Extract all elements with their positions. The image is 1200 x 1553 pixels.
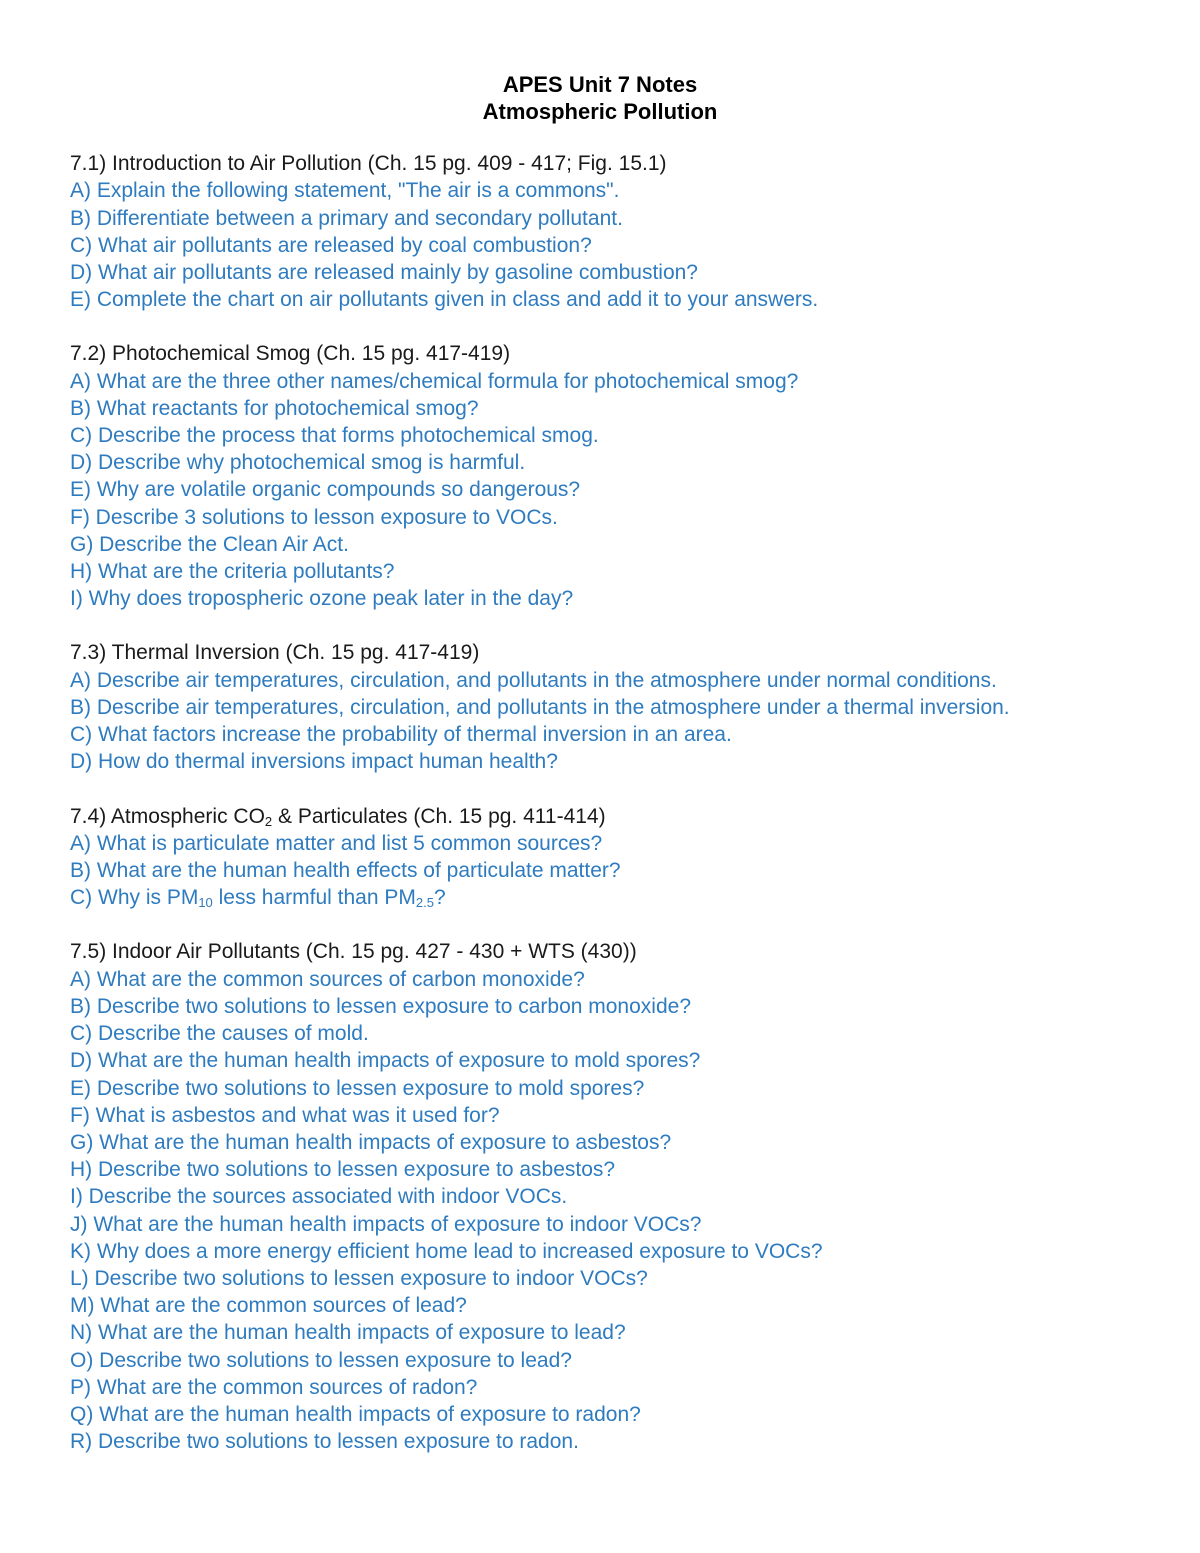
question-item: C) What air pollutants are released by coal combustion? <box>70 233 592 257</box>
question-item: Q) What are the human health impacts of exposure to radon? <box>70 1403 641 1426</box>
section-heading: 7.1) Introduction to Air Pollution (Ch. 15 pg. 409 - 417; Fig. 15.1) <box>70 152 667 175</box>
question-text: ? <box>433 886 446 910</box>
subscript: 10 <box>198 895 213 911</box>
question-item: C) Describe the causes of mold. <box>70 1022 369 1046</box>
section-7-3 <box>70 639 1170 775</box>
question-item: B) Describe two solutions to lessen exposure to carbon monoxide? <box>70 994 691 1018</box>
section-heading: 7.2) Photochemical Smog (Ch. 15 pg. 417-419) <box>70 342 511 366</box>
question-item: P) What are the common sources of radon? <box>70 1375 478 1399</box>
question-item: D) What are the human health impacts of exposure to mold spores? <box>70 1049 701 1073</box>
question-item: D) How do thermal inversions impact human health? <box>70 750 558 774</box>
question-item: A) What is particulate matter and list 5 common sources? <box>70 831 603 855</box>
question-item: O) Describe two solutions to lessen exposure to lead? <box>70 1348 572 1372</box>
question-item <box>70 884 1170 911</box>
subscript: 2 <box>264 813 273 829</box>
question-item: I) Why does tropospheric ozone peak later in the day? <box>70 587 574 611</box>
section-heading: 7.5) Indoor Air Pollutants (Ch. 15 pg. 427 - 430 + WTS (430)) <box>70 940 637 964</box>
question-item: A) Explain the following statement, "The air is a commons". <box>70 179 620 203</box>
question-item: F) Describe 3 solutions to lesson exposure to VOCs. <box>70 505 558 529</box>
question-item: B) Describe air temperatures, circulation, and pollutants in the atmosphere under a thermal inversion. <box>70 695 1010 719</box>
question-text: C) Why is PM <box>70 886 199 910</box>
question-item: E) Describe two solutions to lessen exposure to mold spores? <box>70 1076 645 1100</box>
question-item: G) What are the human health impacts of exposure to asbestos? <box>70 1130 672 1154</box>
question-item: B) Differentiate between a primary and secondary pollutant. <box>70 206 623 230</box>
question-item: D) What air pollutants are released mainly by gasoline combustion? <box>70 260 698 284</box>
question-item: N) What are the human health impacts of exposure to lead? <box>70 1321 626 1345</box>
question-item: E) Complete the chart on air pollutants given in class and add it to your answers. <box>70 288 819 312</box>
question-item: A) What are the common sources of carbon monoxide? <box>70 967 585 991</box>
question-item: A) Describe air temperatures, circulation, and pollutants in the atmosphere under normal conditions. <box>70 668 997 692</box>
section-7-2 <box>70 340 1170 612</box>
subscript: 2.5 <box>415 895 434 911</box>
section-heading: 7.3) Thermal Inversion (Ch. 15 pg. 417-419) <box>70 641 480 665</box>
question-item: R) Describe two solutions to lessen exposure to radon. <box>70 1430 579 1454</box>
section-7-4 <box>70 803 1170 912</box>
section-7-5 <box>70 938 1170 1455</box>
document-subtitle: Atmospheric Pollution <box>482 99 718 124</box>
question-item: B) What reactants for photochemical smog? <box>70 396 479 420</box>
question-item: C) Describe the process that forms photochemical smog. <box>70 424 599 448</box>
question-text: less harmful than PM <box>212 886 416 910</box>
title-block <box>0 71 1200 125</box>
question-item: L) Describe two solutions to lessen exposure to indoor VOCs? <box>70 1266 648 1290</box>
section-7-1 <box>70 150 1170 313</box>
question-item: J) What are the human health impacts of exposure to indoor VOCs? <box>70 1212 702 1236</box>
heading-text: 7.4) Atmospheric CO <box>70 804 265 828</box>
question-item: M) What are the common sources of lead? <box>70 1294 467 1318</box>
question-item: K) Why does a more energy efficient home lead to increased exposure to VOCs? <box>70 1239 823 1263</box>
question-item: H) What are the criteria pollutants? <box>70 560 395 584</box>
question-item: C) What factors increase the probability of thermal inversion in an area. <box>70 723 732 747</box>
section-heading <box>70 803 1170 830</box>
question-item: A) What are the three other names/chemical formula for photochemical smog? <box>70 369 799 393</box>
notes-content <box>70 150 1170 1482</box>
question-item: E) Why are volatile organic compounds so dangerous? <box>70 478 581 502</box>
question-item: D) Describe why photochemical smog is harmful. <box>70 451 526 475</box>
heading-text: & Particulates (Ch. 15 pg. 411-414) <box>272 804 606 828</box>
question-item: I) Describe the sources associated with indoor VOCs. <box>70 1185 568 1209</box>
question-item: H) Describe two solutions to lessen exposure to asbestos? <box>70 1158 616 1182</box>
question-item: G) Describe the Clean Air Act. <box>70 532 349 556</box>
document-title: APES Unit 7 Notes <box>502 72 698 97</box>
question-item: F) What is asbestos and what was it used for? <box>70 1103 500 1127</box>
question-item: B) What are the human health effects of particulate matter? <box>70 859 621 883</box>
